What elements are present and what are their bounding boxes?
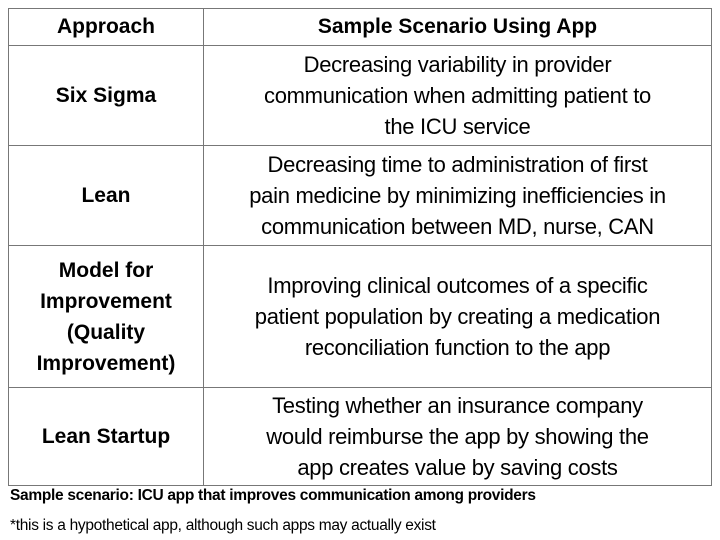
scenario-line: Decreasing variability in provider (303, 52, 612, 77)
table-header-row (9, 9, 712, 46)
sample-scenario-note: Sample scenario: ICU app that improves communication among providers (10, 487, 536, 504)
scenario-cell (204, 246, 712, 388)
scenario-line: would reimburse the app by showing the (266, 424, 649, 449)
header-approach: Approach (9, 9, 204, 46)
scenario-line: Improving clinical outcomes of a specific (267, 273, 648, 298)
approach-cell (9, 388, 204, 486)
scenario-line: the ICU service (384, 114, 531, 139)
scenario-cell (204, 146, 712, 246)
scenario-line: reconciliation function to the app (304, 335, 611, 360)
scenario-line: pain medicine by minimizing inefficiencies in (249, 183, 666, 208)
table-row (9, 146, 712, 246)
hypothetical-note: *this is a hypothetical app, although such apps may actually exist (10, 517, 436, 534)
scenario-line: patient population by creating a medication (254, 304, 661, 329)
approach-text: (Quality (66, 320, 146, 344)
approach-text: Lean Startup (41, 424, 171, 448)
approach-text: Lean (81, 183, 131, 207)
approach-table (8, 8, 712, 486)
approach-text: Improvement) (36, 351, 176, 375)
scenario-line: Testing whether an insurance company (272, 393, 643, 418)
header-scenario: Sample Scenario Using App (204, 9, 712, 46)
table-row (9, 388, 712, 486)
scenario-cell (204, 46, 712, 146)
approach-cell (9, 146, 204, 246)
table-row (9, 46, 712, 146)
approach-text: Six Sigma (55, 83, 157, 107)
approach-text: Model for (58, 258, 154, 282)
approach-cell (9, 246, 204, 388)
approach-cell (9, 46, 204, 146)
scenario-line: communication between MD, nurse, CAN (261, 214, 654, 239)
scenario-line: app creates value by saving costs (297, 455, 618, 480)
table-row (9, 246, 712, 388)
scenario-cell (204, 388, 712, 486)
scenario-line: Decreasing time to administration of first (267, 152, 648, 177)
scenario-line: communication when admitting patient to (264, 83, 651, 108)
approach-text: Improvement (40, 289, 172, 313)
